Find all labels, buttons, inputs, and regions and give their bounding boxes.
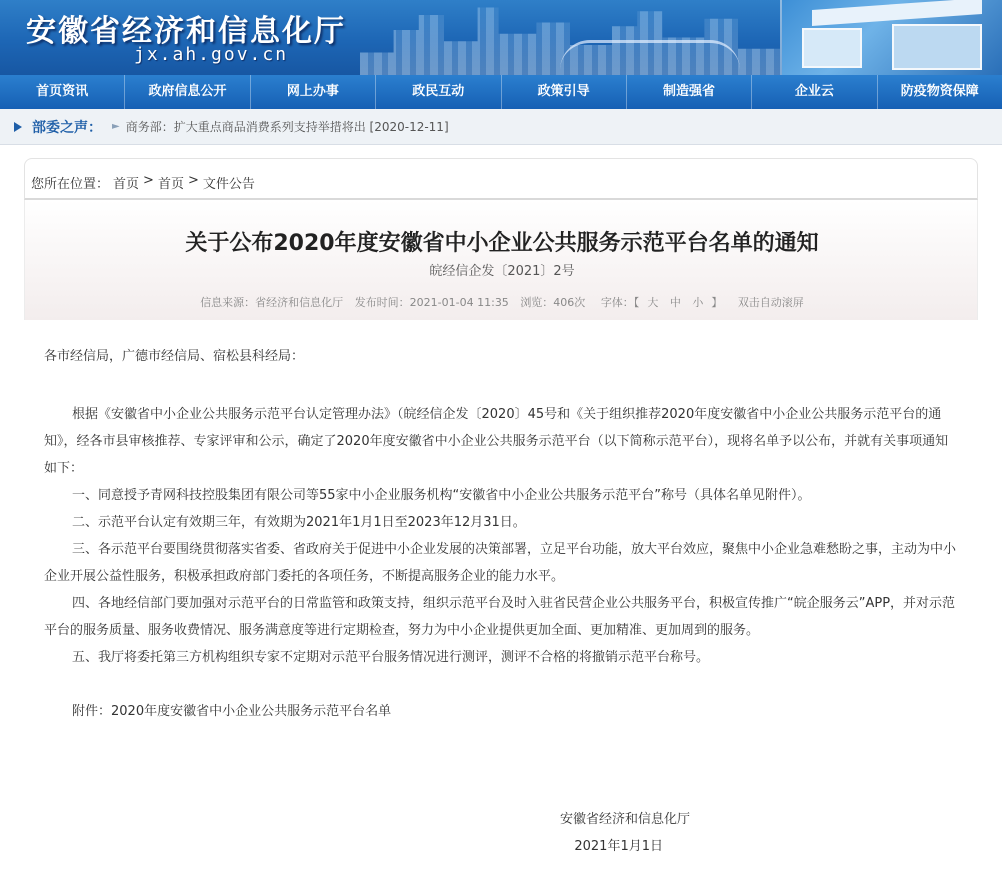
point-paragraph: 一、同意授予青网科技控股集团有限公司等55家中小企业服务机构“安徽省中小企业公共服务示范平台”称号（具体名单见附件）。 — [72, 488, 811, 503]
font-small-button[interactable]: 小 — [692, 296, 704, 309]
font-large-button[interactable]: 大 — [647, 296, 659, 309]
auto-scroll-hint[interactable]: 双击自动滚屏 — [737, 296, 804, 309]
ticker-label: 部委之声： — [32, 119, 102, 136]
breadcrumb — [31, 173, 255, 192]
nav-item-home-news[interactable]: 首页资讯 — [0, 75, 125, 109]
bridge-image — [560, 40, 740, 70]
document-number: 皖经信企发〔2021〕2号 — [429, 264, 575, 279]
breadcrumb-home[interactable]: 首页 — [113, 177, 140, 192]
font-medium-button[interactable]: 中 — [669, 296, 681, 309]
point-paragraph: 四、各地经信部门要加强对示范平台的日常监管和政策支持，组织示范平台及时入驻省民营企业公共服务平台，积极宣传推广“皖企服务云”APP，并对示范平台的服务质量、服务收费情况、服务满意度等进行定期检查，努力为中小企业提供更加全面、更加精准、更加周到的服务。 — [44, 596, 956, 638]
expo-sign — [812, 0, 982, 26]
breadcrumb-file-notices[interactable]: 文件公告 — [202, 177, 255, 192]
nav-item-online-services[interactable]: 网上办事 — [251, 75, 376, 109]
nav-item-manufacturing[interactable]: 制造强省 — [627, 75, 752, 109]
expo-photo — [780, 0, 1002, 75]
intro-paragraph: 根据《安徽省中小企业公共服务示范平台认定管理办法》（皖经信企发〔2020〕45号和《关于组织推荐2020年度安徽省中小企业公共服务示范平台的通知》，经各市县审核推荐、专家评审和公示，确定了2020年度安徽省中小企业公共服务示范平台（以下简称示范平台），现将名单予以公布，并就有关事项通知如下： — [44, 407, 949, 476]
article-body — [44, 343, 960, 860]
main-content — [24, 158, 978, 876]
article-title: 关于公布2020年度安徽省中小企业公共服务示范平台名单的通知 — [185, 231, 819, 256]
breadcrumb-home-2[interactable]: 首页 — [157, 177, 184, 192]
signature: 安徽省经济和信息化厅 — [559, 812, 690, 827]
article-header — [24, 200, 978, 320]
breadcrumb-separator: > — [143, 173, 154, 188]
point-paragraph: 五、我厅将委托第三方机构组织专家不定期对示范平台服务情况进行测评，测评不合格的将撤销示范平台称号。 — [72, 650, 710, 665]
main-nav — [0, 75, 1002, 109]
expo-booth — [802, 28, 862, 68]
nav-item-policy[interactable]: 政策引导 — [502, 75, 627, 109]
site-title[interactable]: 安徽省经济和信息化厅 — [26, 14, 346, 49]
attachment-link[interactable]: 附件：2020年度安徽省中小企业公共服务示范平台名单 — [72, 704, 392, 719]
article-meta — [25, 294, 979, 310]
issue-date: 2021年1月1日 — [574, 839, 663, 854]
nav-item-enterprise-cloud[interactable]: 企业云 — [752, 75, 877, 109]
speaker-icon — [12, 121, 24, 133]
point-paragraph: 二、示范平台认定有效期三年，有效期为2021年1月1日至2023年12月31日。 — [72, 515, 526, 530]
breadcrumb-prefix: 您所在位置： — [31, 177, 110, 192]
font-size-label: 字体：【 — [600, 296, 640, 309]
header-banner — [0, 0, 1002, 75]
salutation: 各市经信局，广德市经信局、宿松县科经局： — [44, 349, 305, 364]
site-domain: jx.ah.gov.cn — [134, 44, 289, 65]
nav-item-gov-info[interactable]: 政府信息公开 — [125, 75, 250, 109]
ticker-news-link[interactable]: 商务部：扩大重点商品消费系列支持举措将出 [2020-12-11] — [125, 120, 449, 134]
expo-booth — [892, 24, 982, 70]
breadcrumb-bar — [24, 158, 978, 200]
news-ticker — [0, 109, 1002, 145]
font-size-close: 】 — [711, 296, 723, 309]
point-paragraph: 三、各示范平台要围绕贯彻落实省委、省政府关于促进中小企业发展的决策部署，立足平台功能，放大平台效应，聚焦中小企业急难愁盼之事，主动为中小企业开展公益性服务，积极承担政府部门委托的各项任务，不断提高服务企业的能力水平。 — [44, 542, 957, 584]
meta-font-size — [597, 296, 727, 309]
meta-published: 发布时间：2021-01-04 11:35 — [354, 296, 509, 309]
meta-views: 浏览：406次 — [520, 296, 586, 309]
meta-source: 信息来源：省经济和信息化厅 — [200, 296, 344, 309]
bullet-arrow-icon: ► — [112, 121, 120, 132]
breadcrumb-separator: > — [187, 173, 199, 188]
nav-item-interaction[interactable]: 政民互动 — [376, 75, 501, 109]
nav-item-epidemic-supplies[interactable]: 防疫物资保障 — [900, 84, 979, 99]
